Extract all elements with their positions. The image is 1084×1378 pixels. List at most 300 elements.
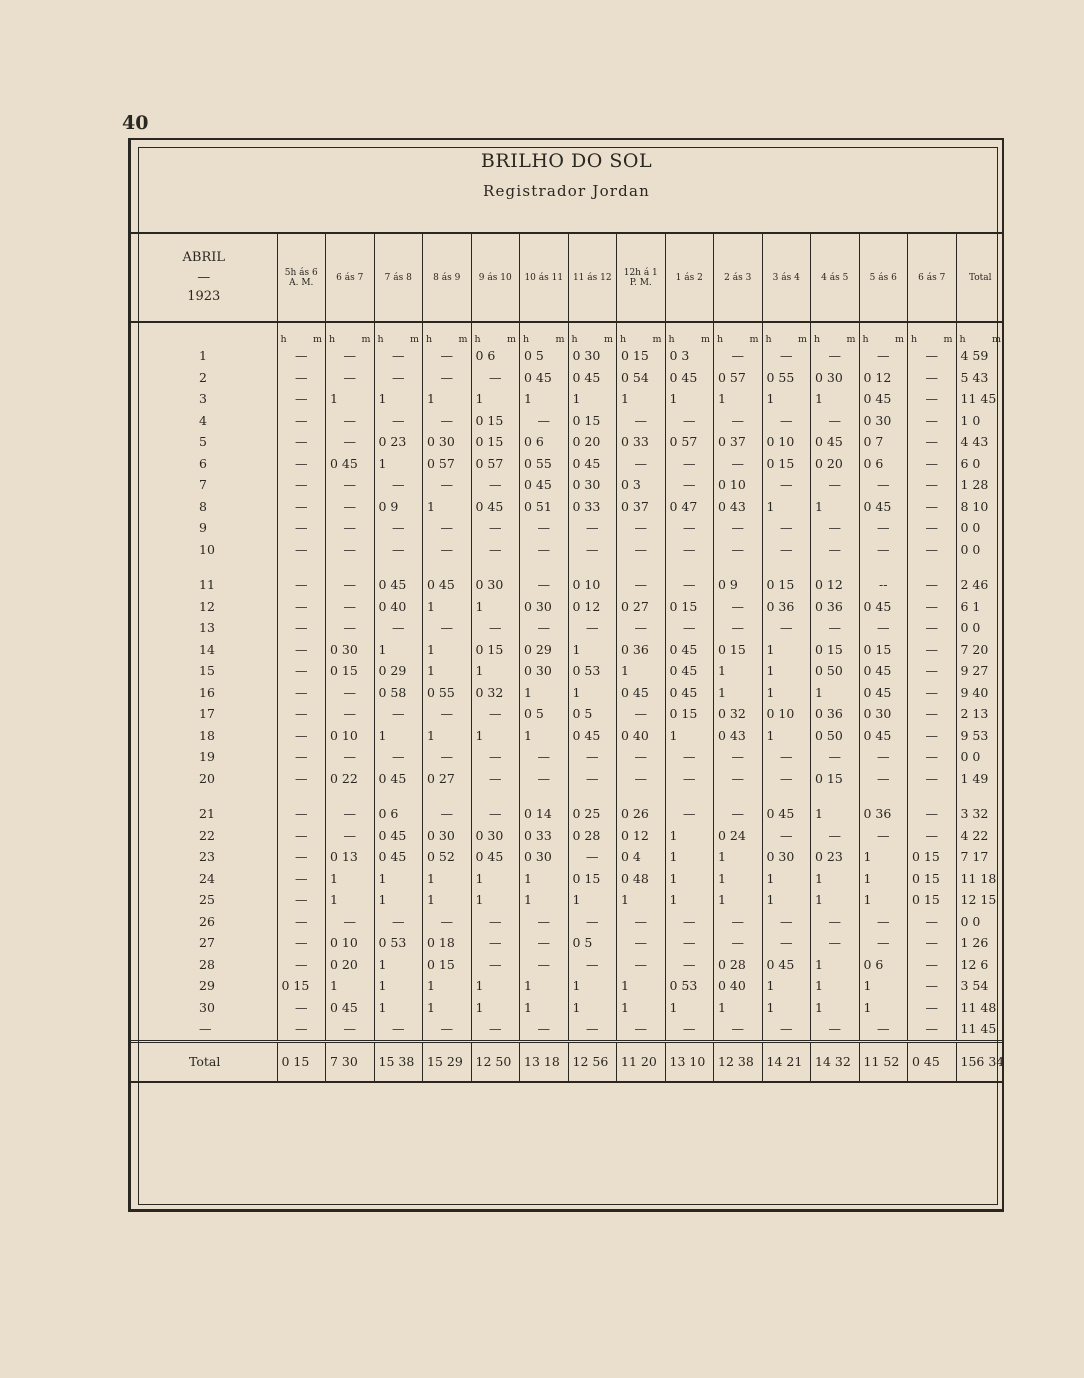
value-cell: — <box>908 596 957 618</box>
value-cell: — <box>423 911 472 933</box>
value-cell: — <box>568 539 617 561</box>
gap-cell <box>277 560 326 574</box>
column-header-line1: 8 ás 9 <box>433 272 461 283</box>
sunshine-table <box>131 232 1004 1083</box>
value-cell: — <box>374 539 423 561</box>
gap-cell <box>811 789 860 803</box>
value-cell: — <box>326 431 375 453</box>
value-cell: 0 36 <box>811 596 860 618</box>
day-label: 20 <box>199 770 215 786</box>
value-cell: — <box>374 517 423 539</box>
value-cell: — <box>277 345 326 367</box>
value-cell: 0 13 <box>326 846 375 868</box>
table-row <box>131 660 1004 682</box>
value-cell: — <box>617 1018 666 1041</box>
value-cell: 1 <box>617 975 666 997</box>
value-cell: — <box>326 746 375 768</box>
page-subtitle: Registrador Jordan <box>482 182 650 200</box>
value-cell: — <box>471 911 520 933</box>
value-cell: -- <box>859 574 908 596</box>
value-cell: — <box>326 596 375 618</box>
value-cell: 0 45 <box>374 768 423 790</box>
value-cell: 1 <box>762 682 811 704</box>
value-cell: 0 10 <box>326 725 375 747</box>
value-cell: 0 15 <box>811 639 860 661</box>
day-label: 6 <box>199 455 207 471</box>
unit-hours: h <box>571 334 578 345</box>
value-cell: 0 15 <box>568 868 617 890</box>
gap-cell <box>665 789 714 803</box>
unit-hours: h <box>377 334 384 345</box>
value-cell: — <box>568 768 617 790</box>
value-cell: 0 28 <box>714 954 763 976</box>
value-cell: 1 <box>665 388 714 410</box>
value-cell: 0 45 <box>374 825 423 847</box>
total-cell: 7 30 <box>326 1041 375 1082</box>
unit-hours: h <box>426 334 433 345</box>
day-label: 4 <box>199 412 207 428</box>
value-cell: 0 55 <box>423 682 472 704</box>
table-row <box>131 617 1004 639</box>
value-cell: 0 29 <box>374 660 423 682</box>
value-cell: — <box>423 617 472 639</box>
value-cell: — <box>277 703 326 725</box>
value-cell: 1 <box>762 639 811 661</box>
table-row <box>131 345 1004 367</box>
value-cell: 1 <box>714 846 763 868</box>
value-cell: 1 <box>617 889 666 911</box>
value-cell: 0 15 <box>762 574 811 596</box>
value-cell: — <box>277 846 326 868</box>
value-cell: — <box>471 1018 520 1041</box>
day-label: 3 <box>199 391 207 407</box>
value-cell: 6 0 <box>956 453 1004 475</box>
value-cell: — <box>277 453 326 475</box>
unit-cell <box>471 322 520 345</box>
value-cell: — <box>617 768 666 790</box>
gap-cell <box>520 789 569 803</box>
value-cell: 1 <box>665 868 714 890</box>
value-cell: 1 0 <box>956 410 1004 432</box>
value-cell: — <box>665 746 714 768</box>
value-cell: 0 12 <box>811 574 860 596</box>
table-row <box>131 596 1004 618</box>
value-cell: 1 <box>471 868 520 890</box>
day-label: — <box>199 1021 212 1037</box>
value-cell: — <box>471 932 520 954</box>
day-label: 28 <box>199 956 215 972</box>
value-cell: — <box>423 746 472 768</box>
value-cell: 1 <box>568 975 617 997</box>
value-cell: 0 9 <box>374 496 423 518</box>
value-cell: 1 <box>762 660 811 682</box>
day-label: 10 <box>199 541 215 557</box>
value-cell: 0 15 <box>423 954 472 976</box>
value-cell: 1 <box>423 997 472 1019</box>
value-cell: — <box>374 345 423 367</box>
value-cell: — <box>908 825 957 847</box>
table-row <box>131 517 1004 539</box>
day-label: 22 <box>199 827 215 843</box>
value-cell: — <box>908 682 957 704</box>
unit-cell <box>277 322 326 345</box>
value-cell: 6 1 <box>956 596 1004 618</box>
value-cell: — <box>908 388 957 410</box>
table-row <box>131 954 1004 976</box>
value-cell: — <box>908 932 957 954</box>
value-cell: — <box>520 1018 569 1041</box>
value-cell: — <box>859 517 908 539</box>
value-cell: 1 <box>714 660 763 682</box>
value-cell: 1 <box>374 997 423 1019</box>
value-cell: 1 <box>665 825 714 847</box>
column-header-line1: 12h á 1 <box>623 267 658 278</box>
value-cell: — <box>617 911 666 933</box>
value-cell: — <box>908 517 957 539</box>
value-cell: 9 40 <box>956 682 1004 704</box>
gap-cell <box>568 560 617 574</box>
value-cell: 0 55 <box>520 453 569 475</box>
value-cell: 0 15 <box>471 639 520 661</box>
value-cell: 1 <box>374 725 423 747</box>
value-cell: 0 36 <box>762 596 811 618</box>
unit-minutes: m <box>652 334 662 345</box>
value-cell: — <box>326 682 375 704</box>
value-cell: — <box>762 410 811 432</box>
value-cell: — <box>665 932 714 954</box>
value-cell: — <box>277 725 326 747</box>
value-cell: 1 <box>423 639 472 661</box>
value-cell: — <box>762 911 811 933</box>
value-cell: — <box>520 746 569 768</box>
value-cell: — <box>714 345 763 367</box>
value-cell: 1 <box>423 596 472 618</box>
column-header-line1: 1 ás 2 <box>675 272 703 283</box>
value-cell: 1 <box>471 388 520 410</box>
value-cell: — <box>908 1018 957 1041</box>
table-row <box>131 803 1004 825</box>
value-cell: — <box>326 539 375 561</box>
gap-cell <box>617 560 666 574</box>
value-cell: 1 <box>811 388 860 410</box>
value-cell: 0 45 <box>326 997 375 1019</box>
value-cell: — <box>665 617 714 639</box>
value-cell: 0 27 <box>617 596 666 618</box>
table-row <box>131 846 1004 868</box>
value-cell: — <box>908 574 957 596</box>
table-row <box>131 410 1004 432</box>
value-cell: — <box>908 660 957 682</box>
value-cell: 0 23 <box>374 431 423 453</box>
value-cell: 0 29 <box>520 639 569 661</box>
value-cell: — <box>714 768 763 790</box>
value-cell: — <box>762 768 811 790</box>
total-cell: 12 50 <box>471 1041 520 1082</box>
gap-cell <box>374 789 423 803</box>
value-cell: 1 <box>520 997 569 1019</box>
value-cell: 0 10 <box>568 574 617 596</box>
value-cell: 1 <box>374 889 423 911</box>
value-cell: 1 <box>665 725 714 747</box>
value-cell: 0 15 <box>568 410 617 432</box>
value-cell: 0 0 <box>956 539 1004 561</box>
value-cell: 1 <box>617 997 666 1019</box>
value-cell: 1 <box>326 975 375 997</box>
value-cell: 0 15 <box>908 868 957 890</box>
value-cell: — <box>277 889 326 911</box>
total-cell: 15 29 <box>423 1041 472 1082</box>
value-cell: — <box>374 703 423 725</box>
value-cell: 11 48 <box>956 997 1004 1019</box>
value-cell: 0 5 <box>568 703 617 725</box>
unit-cell <box>714 322 763 345</box>
value-cell: — <box>714 410 763 432</box>
value-cell: 0 24 <box>714 825 763 847</box>
unit-hours: h <box>862 334 869 345</box>
unit-hours: h <box>474 334 481 345</box>
value-cell: — <box>374 410 423 432</box>
value-cell: 1 <box>811 803 860 825</box>
value-cell: 0 20 <box>326 954 375 976</box>
day-label: 2 <box>199 369 207 385</box>
column-header-line1: 2 ás 3 <box>724 272 752 283</box>
value-cell: 0 26 <box>617 803 666 825</box>
value-cell: 1 <box>762 997 811 1019</box>
table-row <box>131 453 1004 475</box>
day-label: 30 <box>199 999 215 1015</box>
value-cell: 0 0 <box>956 746 1004 768</box>
value-cell: 1 <box>617 388 666 410</box>
value-cell: 1 <box>520 868 569 890</box>
column-header <box>277 233 326 322</box>
value-cell: 1 <box>423 975 472 997</box>
value-cell: — <box>423 703 472 725</box>
value-cell: 0 27 <box>423 768 472 790</box>
value-cell: 1 <box>811 975 860 997</box>
gap-cell <box>665 560 714 574</box>
unit-hours: h <box>814 334 821 345</box>
value-cell: 0 40 <box>374 596 423 618</box>
gap-cell <box>956 560 1004 574</box>
gap-cell <box>131 560 277 574</box>
value-cell: 0 30 <box>859 410 908 432</box>
value-cell: — <box>665 911 714 933</box>
table-row <box>131 703 1004 725</box>
value-cell: — <box>277 746 326 768</box>
column-header <box>859 233 908 322</box>
value-cell: 2 46 <box>956 574 1004 596</box>
value-cell: — <box>665 517 714 539</box>
table-row <box>131 889 1004 911</box>
value-cell: 1 <box>762 388 811 410</box>
value-cell: — <box>520 911 569 933</box>
value-cell: 0 10 <box>714 474 763 496</box>
value-cell: — <box>374 474 423 496</box>
value-cell: 4 59 <box>956 345 1004 367</box>
value-cell: 0 30 <box>568 345 617 367</box>
value-cell: 3 54 <box>956 975 1004 997</box>
value-cell: 0 45 <box>665 639 714 661</box>
unit-hours: h <box>523 334 530 345</box>
column-header <box>811 233 860 322</box>
value-cell: — <box>714 803 763 825</box>
value-cell: 0 15 <box>811 768 860 790</box>
gap-cell <box>423 560 472 574</box>
value-cell: — <box>908 703 957 725</box>
column-header-line1: 4 ás 5 <box>821 272 849 283</box>
value-cell: — <box>859 746 908 768</box>
value-cell: 0 30 <box>326 639 375 661</box>
value-cell: — <box>859 1018 908 1041</box>
total-cell: 156 34 <box>956 1041 1004 1082</box>
value-cell: 1 <box>326 868 375 890</box>
value-cell: — <box>714 1018 763 1041</box>
value-cell: 12 6 <box>956 954 1004 976</box>
value-cell: 1 <box>714 997 763 1019</box>
value-cell: 1 <box>374 453 423 475</box>
value-cell: 1 <box>568 889 617 911</box>
value-cell: — <box>908 997 957 1019</box>
value-cell: 0 15 <box>665 703 714 725</box>
value-cell: 1 <box>811 954 860 976</box>
column-header-line1: 7 ás 8 <box>384 272 412 283</box>
column-header-line1: 3 ás 4 <box>772 272 800 283</box>
value-cell: 0 30 <box>520 660 569 682</box>
table-frame <box>128 138 1004 1212</box>
unit-minutes: m <box>458 334 468 345</box>
value-cell: — <box>908 803 957 825</box>
value-cell: 0 47 <box>665 496 714 518</box>
value-cell: — <box>277 954 326 976</box>
value-cell: — <box>859 768 908 790</box>
unit-cell <box>956 322 1004 345</box>
value-cell: 1 <box>423 388 472 410</box>
total-label: Total <box>131 1041 277 1082</box>
day-label: 8 <box>199 498 207 514</box>
value-cell: 0 15 <box>665 596 714 618</box>
value-cell: — <box>326 496 375 518</box>
gap-cell <box>714 789 763 803</box>
value-cell: — <box>714 746 763 768</box>
column-header <box>617 233 666 322</box>
value-cell: — <box>714 617 763 639</box>
total-cell: 15 38 <box>374 1041 423 1082</box>
value-cell: 0 45 <box>859 496 908 518</box>
value-cell: — <box>277 539 326 561</box>
value-cell: 1 <box>665 846 714 868</box>
value-cell: 0 5 <box>520 345 569 367</box>
value-cell: — <box>568 911 617 933</box>
title-block <box>131 150 1002 200</box>
value-cell: 0 12 <box>568 596 617 618</box>
value-cell: 0 45 <box>568 367 617 389</box>
value-cell: 0 7 <box>859 431 908 453</box>
value-cell: 0 43 <box>714 725 763 747</box>
value-cell: 1 <box>520 682 569 704</box>
value-cell: — <box>326 345 375 367</box>
value-cell: — <box>908 617 957 639</box>
gap-cell <box>908 789 957 803</box>
column-header <box>908 233 957 322</box>
value-cell: 1 <box>714 889 763 911</box>
table-row <box>131 746 1004 768</box>
value-cell: 1 <box>762 496 811 518</box>
value-cell: — <box>326 803 375 825</box>
value-cell: — <box>617 574 666 596</box>
unit-minutes: m <box>797 334 807 345</box>
gap-cell <box>423 789 472 803</box>
value-cell: 1 <box>714 388 763 410</box>
value-cell: — <box>714 539 763 561</box>
value-cell: — <box>326 1018 375 1041</box>
value-cell: — <box>277 596 326 618</box>
value-cell: — <box>326 911 375 933</box>
value-cell: — <box>326 474 375 496</box>
value-cell: — <box>665 803 714 825</box>
value-cell: 0 45 <box>859 660 908 682</box>
value-cell: — <box>908 539 957 561</box>
value-cell: — <box>908 367 957 389</box>
value-cell: — <box>762 1018 811 1041</box>
gap-cell <box>568 789 617 803</box>
value-cell: — <box>811 1018 860 1041</box>
value-cell: — <box>665 1018 714 1041</box>
value-cell: — <box>374 367 423 389</box>
value-cell: 0 0 <box>956 911 1004 933</box>
value-cell: 0 45 <box>665 660 714 682</box>
gap-cell <box>471 789 520 803</box>
value-cell: 0 55 <box>762 367 811 389</box>
value-cell: — <box>423 1018 472 1041</box>
value-cell: 0 45 <box>617 682 666 704</box>
gap-cell <box>326 560 375 574</box>
value-cell: 0 45 <box>665 682 714 704</box>
total-cell: 12 38 <box>714 1041 763 1082</box>
table-row <box>131 768 1004 790</box>
value-cell: — <box>617 617 666 639</box>
value-cell: — <box>423 474 472 496</box>
day-label: 27 <box>199 935 215 951</box>
day-label: 12 <box>199 598 215 614</box>
gap-cell <box>520 560 569 574</box>
value-cell: 0 32 <box>471 682 520 704</box>
value-cell: — <box>471 703 520 725</box>
value-cell: — <box>326 703 375 725</box>
value-cell: 0 30 <box>471 574 520 596</box>
day-label: 11 <box>199 577 215 593</box>
value-cell: 1 <box>714 682 763 704</box>
value-cell: 4 43 <box>956 431 1004 453</box>
value-cell: 1 <box>811 889 860 911</box>
value-cell: 0 45 <box>520 474 569 496</box>
value-cell: — <box>762 932 811 954</box>
value-cell: 0 20 <box>811 453 860 475</box>
total-cell: 11 20 <box>617 1041 666 1082</box>
value-cell: — <box>811 345 860 367</box>
value-cell: 1 <box>326 388 375 410</box>
value-cell: 1 <box>423 725 472 747</box>
value-cell: 0 45 <box>423 574 472 596</box>
value-cell: 1 <box>568 639 617 661</box>
value-cell: — <box>277 682 326 704</box>
value-cell: 0 30 <box>423 825 472 847</box>
unit-minutes: m <box>409 334 419 345</box>
value-cell: 0 52 <box>423 846 472 868</box>
unit-hours: h <box>280 334 287 345</box>
value-cell: — <box>762 746 811 768</box>
value-cell: — <box>665 954 714 976</box>
value-cell: 0 45 <box>811 431 860 453</box>
